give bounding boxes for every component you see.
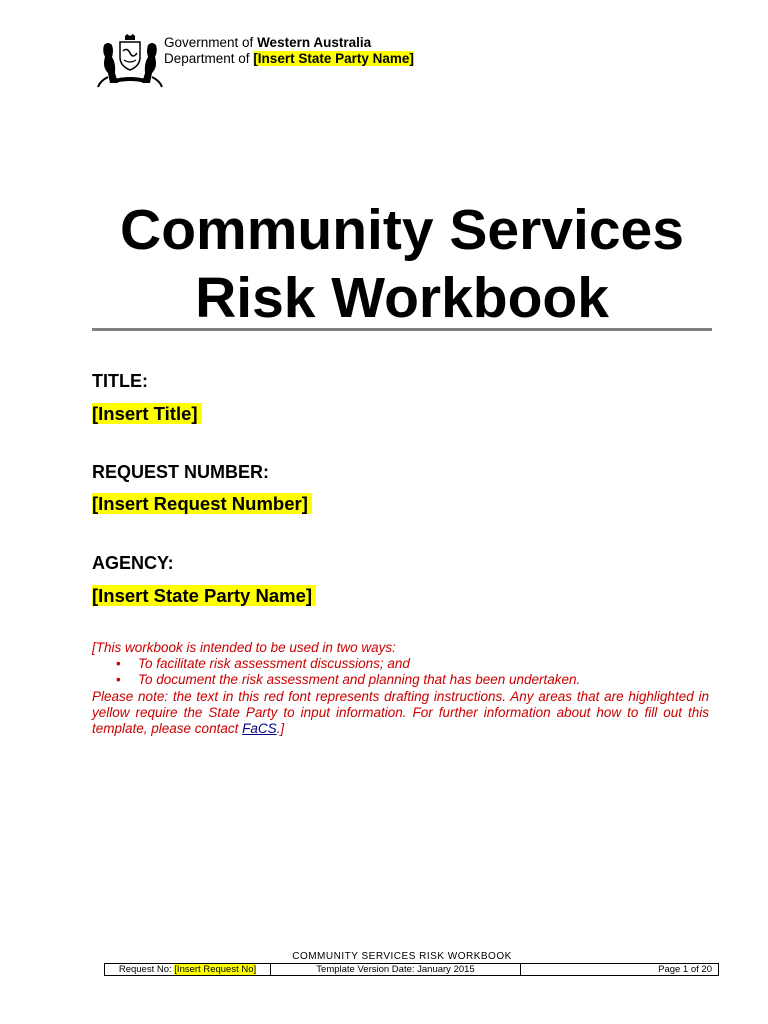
coat-of-arms-icon [96, 33, 164, 89]
instruction-bullet-text: To document the risk assessment and planning that has been undertaken. [138, 672, 581, 688]
government-line [164, 35, 371, 51]
instructions-intro: [This workbook is intended to be used in two ways: [92, 640, 396, 655]
title-placeholder[interactable]: [Insert Title] [92, 403, 202, 424]
footer-version-cell [271, 964, 521, 975]
document-title [92, 196, 712, 332]
instructions-note-text: Please note: the text in this red font represents drafting instructions. Any areas that are highlighted in yellow require the State Party to input information. For further information about how to fill out this template, please contact [92, 688, 709, 737]
request-number-label: REQUEST NUMBER: [92, 462, 270, 482]
agency-placeholder[interactable]: [Insert State Party Name] [92, 585, 316, 606]
footer-request-cell [105, 964, 271, 975]
footer-request-label: Request No: [118, 964, 172, 975]
instructions-note [92, 689, 709, 738]
bullet-icon: • [116, 672, 121, 688]
dept-name-placeholder[interactable]: [Insert State Party Name] [253, 51, 414, 66]
list-item [92, 656, 709, 672]
gov-prefix: Government of [164, 35, 254, 50]
list-item [92, 672, 709, 688]
title-value[interactable] [92, 402, 202, 426]
footer-page-number: Page 1 of 20 [658, 964, 712, 975]
title-line-2: Risk Workbook [195, 266, 609, 330]
agency-value[interactable] [92, 584, 316, 608]
instructions-list [92, 656, 709, 688]
instructions-note-end: .] [276, 721, 285, 737]
request-number-value[interactable] [92, 492, 312, 516]
footer-table [104, 963, 719, 976]
footer-page-cell [521, 964, 718, 975]
footer-title: COMMUNITY SERVICES RISK WORKBOOK [292, 951, 512, 962]
gov-name: Western Australia [257, 35, 372, 50]
facs-link[interactable]: FaCS [242, 721, 277, 737]
title-divider [92, 328, 712, 331]
title-label: TITLE: [92, 371, 148, 391]
department-line [164, 51, 414, 67]
agency-label: AGENCY: [92, 553, 174, 573]
dept-prefix: Department of [164, 51, 250, 66]
bullet-icon: • [116, 656, 121, 672]
footer-template-version: Template Version Date: January 2015 [316, 964, 475, 975]
footer-request-placeholder[interactable]: [Insert Request No] [174, 964, 257, 975]
request-number-placeholder[interactable]: [Insert Request Number] [92, 493, 312, 514]
title-line-1: Community Services [120, 198, 684, 262]
instruction-bullet-text: To facilitate risk assessment discussions; and [138, 656, 410, 672]
drafting-instructions [92, 640, 709, 737]
